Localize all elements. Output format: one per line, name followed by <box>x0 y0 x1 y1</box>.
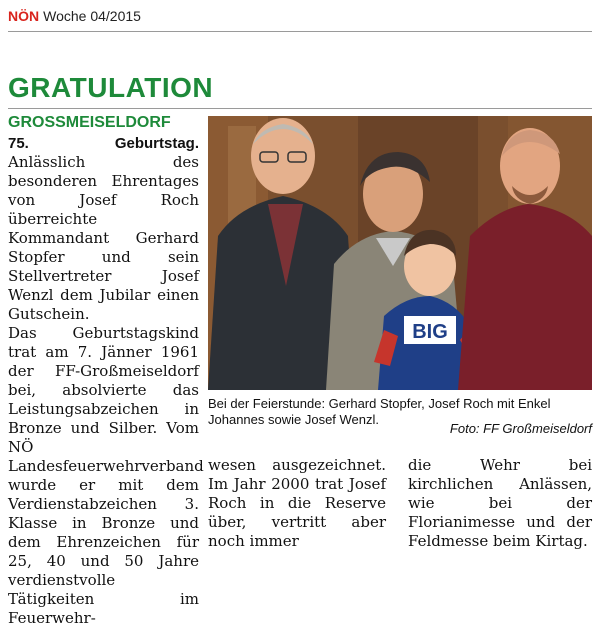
headline: GRATULATION <box>8 72 214 103</box>
article-paragraph-2: Das Geburtstagskind trat am 7. Jänner 1961 der FF-Großmeiseldorf bei, absolvierte das Leistungsabzeichen in Bronze und Silber. Vom NÖ Landesfeuerwehrverband wurde er mit dem Verdienstabzeichen 3. Klasse in Bronze und dem Ehrenzeichen für 25, 40 und 50 Jahre verdienstvolle Tätigkeiten im Feuerwehr- <box>8 324 204 627</box>
article-text-1: Anlässlich des besonderen Ehrentages von Josef Roch überreichte Kommandant Gerhard Stopfer und sein Stellvertreter Josef Wenzl dem Jubilar einen Gutschein. <box>8 153 199 323</box>
article-column-1 <box>8 134 204 628</box>
page-header <box>8 8 141 24</box>
section-title: GROSSMEISELDORF <box>8 114 171 131</box>
photo-credit: Foto: FF Großmeiseldorf <box>449 421 592 436</box>
brand-logo: NÖN <box>8 8 40 24</box>
article-text-2: wesen ausgezeichnet. Im Jahr 2000 trat Josef Roch in die Reserve über, vertritt aber noch immer <box>208 456 386 550</box>
header-divider <box>8 31 592 32</box>
article-column-2 <box>208 456 386 551</box>
article-column-3 <box>408 456 592 551</box>
headline-divider <box>8 108 592 109</box>
shirt-print: BIG <box>412 321 448 343</box>
article-lead: 75. Geburtstag. <box>8 135 199 152</box>
photo-caption: Bei der Feierstunde: Gerhard Stopfer, Josef Roch mit Enkel Johannes sowie Josef Wenzl. <box>208 396 551 427</box>
photo-illustration <box>208 116 592 390</box>
article-paragraph-1 <box>8 134 199 324</box>
article-photo <box>208 116 592 390</box>
edition-label: Woche 04/2015 <box>43 8 141 24</box>
article-text-3: die Wehr bei kirchlichen Anlässen, wie bei der Florianimesse und der Feldmesse beim Kirtag. <box>408 456 592 550</box>
